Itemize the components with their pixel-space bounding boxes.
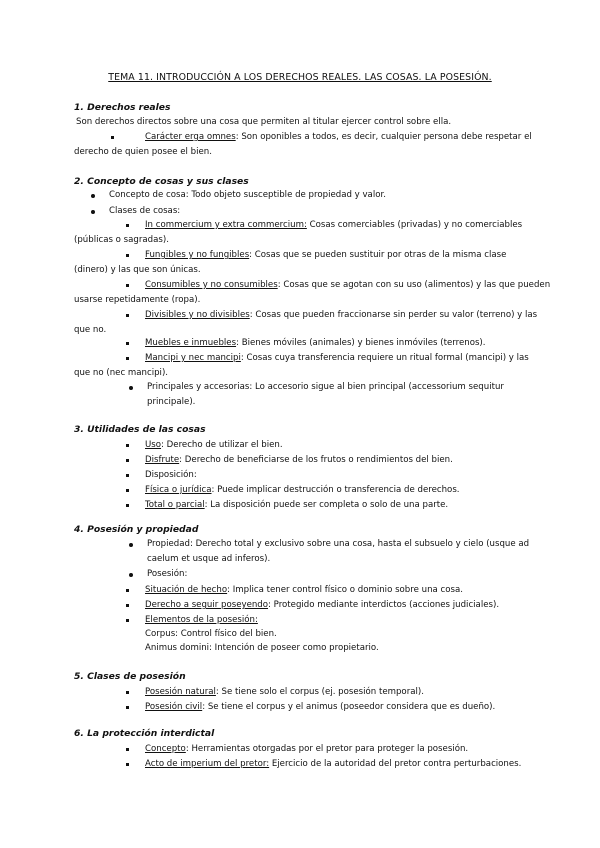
document-title: TEMA 11. INTRODUCCIÓN A LOS DERECHOS REALES. LAS COSAS. LA POSESIÓN. bbox=[108, 72, 492, 83]
term: Consumibles y no consumibles bbox=[145, 280, 278, 290]
list-item bbox=[145, 583, 463, 598]
list-item-continuation: (dinero) y las que son únicas. bbox=[74, 265, 201, 275]
term: Situación de hecho bbox=[145, 585, 228, 595]
definition: : Se tiene solo el corpus (ej. posesión temporal). bbox=[215, 687, 424, 697]
list-item bbox=[145, 453, 453, 468]
bullet-square bbox=[126, 706, 129, 709]
term: Muebles e inmuebles bbox=[145, 338, 237, 348]
term: Mancipi y nec mancipi bbox=[145, 353, 241, 363]
bullet-dot bbox=[129, 573, 133, 577]
list-item: Disposición: bbox=[145, 470, 197, 480]
list-item-continuation: principale). bbox=[147, 397, 196, 407]
definition: : Cosas que se agotan con su uso (alimentos) y las que pueden bbox=[277, 280, 551, 290]
list-item bbox=[145, 351, 529, 366]
definition: : Herramientas otorgadas por el pretor para proteger la posesión. bbox=[185, 744, 469, 754]
bullet-square bbox=[126, 459, 129, 462]
term: Disfrute bbox=[145, 455, 180, 465]
bullet-square bbox=[126, 763, 129, 766]
bullet-square bbox=[126, 604, 129, 607]
list-item: Posesión: bbox=[147, 569, 188, 579]
definition: : La disposición puede ser completa o solo de una parte. bbox=[204, 500, 449, 510]
list-item bbox=[145, 685, 424, 700]
definition: : Protegido mediante interdictos (acciones judiciales). bbox=[268, 600, 500, 610]
bullet-square bbox=[126, 619, 129, 622]
list-item-continuation: usarse repetidamente (ropa). bbox=[74, 295, 201, 305]
list-item-sub: Corpus: Control físico del bien. bbox=[145, 629, 277, 639]
definition: : Cosas que se pueden sustituir por otras de la misma clase bbox=[249, 250, 507, 260]
term: Uso bbox=[145, 440, 162, 450]
term: Divisibles y no divisibles bbox=[145, 310, 250, 320]
section-3-heading: 3. Utilidades de las cosas bbox=[74, 424, 206, 435]
section-1-intro: Son derechos directos sobre una cosa que permiten al titular ejercer control sobre ella. bbox=[76, 117, 452, 127]
definition: : Implica tener control físico o dominio sobre una cosa. bbox=[227, 585, 463, 595]
bullet-square bbox=[126, 589, 129, 592]
list-item: Principales y accesorias: Lo accesorio sigue al bien principal (accessorium sequitur bbox=[147, 382, 504, 392]
list-item bbox=[145, 498, 448, 513]
list-item bbox=[145, 438, 283, 453]
term: Física o jurídica bbox=[145, 485, 212, 495]
definition: : Derecho de utilizar el bien. bbox=[161, 440, 283, 450]
term: Concepto bbox=[145, 744, 186, 754]
list-item-continuation: derecho de quien posee el bien. bbox=[74, 147, 212, 157]
term: Posesión natural bbox=[145, 687, 216, 697]
list-item bbox=[145, 483, 460, 498]
section-4-heading: 4. Posesión y propiedad bbox=[74, 524, 199, 535]
definition: : Cosas cuya transferencia requiere un ritual formal (mancipi) y las bbox=[240, 353, 529, 363]
list-item bbox=[145, 248, 506, 263]
definition: : Son oponibles a todos, es decir, cualquier persona debe respetar el bbox=[235, 132, 532, 142]
bullet-square bbox=[126, 357, 129, 360]
definition: : Derecho de beneficiarse de los frutos o rendimientos del bien. bbox=[179, 455, 453, 465]
definition: : Puede implicar destrucción o transferencia de derechos. bbox=[211, 485, 460, 495]
term: Fungibles y no fungibles bbox=[145, 250, 250, 260]
list-item-continuation: caelum et usque ad inferos). bbox=[147, 554, 271, 564]
bullet-square bbox=[126, 284, 129, 287]
list-item bbox=[145, 700, 495, 715]
list-item bbox=[145, 218, 522, 233]
section-5-heading: 5. Clases de posesión bbox=[74, 671, 186, 682]
term: In commercium y extra commercium: bbox=[145, 220, 307, 230]
term: Posesión civil bbox=[145, 702, 203, 712]
definition: : Cosas que pueden fraccionarse sin perder su valor (terreno) y las bbox=[249, 310, 538, 320]
bullet-square bbox=[126, 254, 129, 257]
term: Derecho a seguir poseyendo bbox=[145, 600, 269, 610]
list-item bbox=[145, 278, 550, 293]
list-item-continuation: que no (nec mancipi). bbox=[74, 368, 169, 378]
list-item-continuation: que no. bbox=[74, 325, 107, 335]
term: Carácter erga omnes bbox=[145, 132, 236, 142]
bullet-square bbox=[126, 474, 129, 477]
section-1-heading: 1. Derechos reales bbox=[74, 102, 171, 113]
list-item: Concepto de cosa: Todo objeto susceptible de propiedad y valor. bbox=[109, 190, 386, 200]
term: Elementos de la posesión: bbox=[145, 615, 258, 625]
bullet-square bbox=[126, 489, 129, 492]
list-item: Propiedad: Derecho total y exclusivo sobre una cosa, hasta el subsuelo y cielo (usque ad bbox=[147, 539, 530, 549]
bullet-dot bbox=[129, 386, 133, 390]
list-item bbox=[145, 598, 499, 613]
bullet-square bbox=[126, 342, 129, 345]
bullet-square bbox=[126, 224, 129, 227]
definition: : Bienes móviles (animales) y bienes inmóviles (terrenos). bbox=[236, 338, 486, 348]
bullet-square bbox=[111, 136, 114, 139]
list-item bbox=[145, 336, 486, 351]
list-item bbox=[145, 130, 532, 145]
list-item bbox=[145, 308, 537, 323]
list-item bbox=[145, 757, 521, 772]
section-6-heading: 6. La protección interdictal bbox=[74, 728, 215, 739]
definition: : Se tiene el corpus y el animus (poseedor considera que es dueño). bbox=[202, 702, 496, 712]
bullet-dot bbox=[91, 210, 95, 214]
list-item-sub: Animus domini: Intención de poseer como propietario. bbox=[145, 643, 379, 653]
bullet-dot bbox=[129, 543, 133, 547]
bullet-square bbox=[126, 504, 129, 507]
list-item bbox=[145, 613, 258, 628]
bullet-square bbox=[126, 691, 129, 694]
definition: Cosas comerciables (privadas) y no comerciables bbox=[306, 220, 523, 230]
bullet-square bbox=[126, 748, 129, 751]
definition: Ejercicio de la autoridad del pretor contra perturbaciones. bbox=[269, 759, 522, 769]
term: Total o parcial bbox=[145, 500, 205, 510]
bullet-square bbox=[126, 314, 129, 317]
list-item bbox=[145, 742, 468, 757]
bullet-square bbox=[126, 444, 129, 447]
list-item: Clases de cosas: bbox=[109, 206, 181, 216]
list-item-continuation: (públicas o sagradas). bbox=[74, 235, 169, 245]
section-2-heading: 2. Concepto de cosas y sus clases bbox=[74, 176, 249, 187]
term: Acto de imperium del pretor: bbox=[145, 759, 270, 769]
bullet-dot bbox=[91, 194, 95, 198]
